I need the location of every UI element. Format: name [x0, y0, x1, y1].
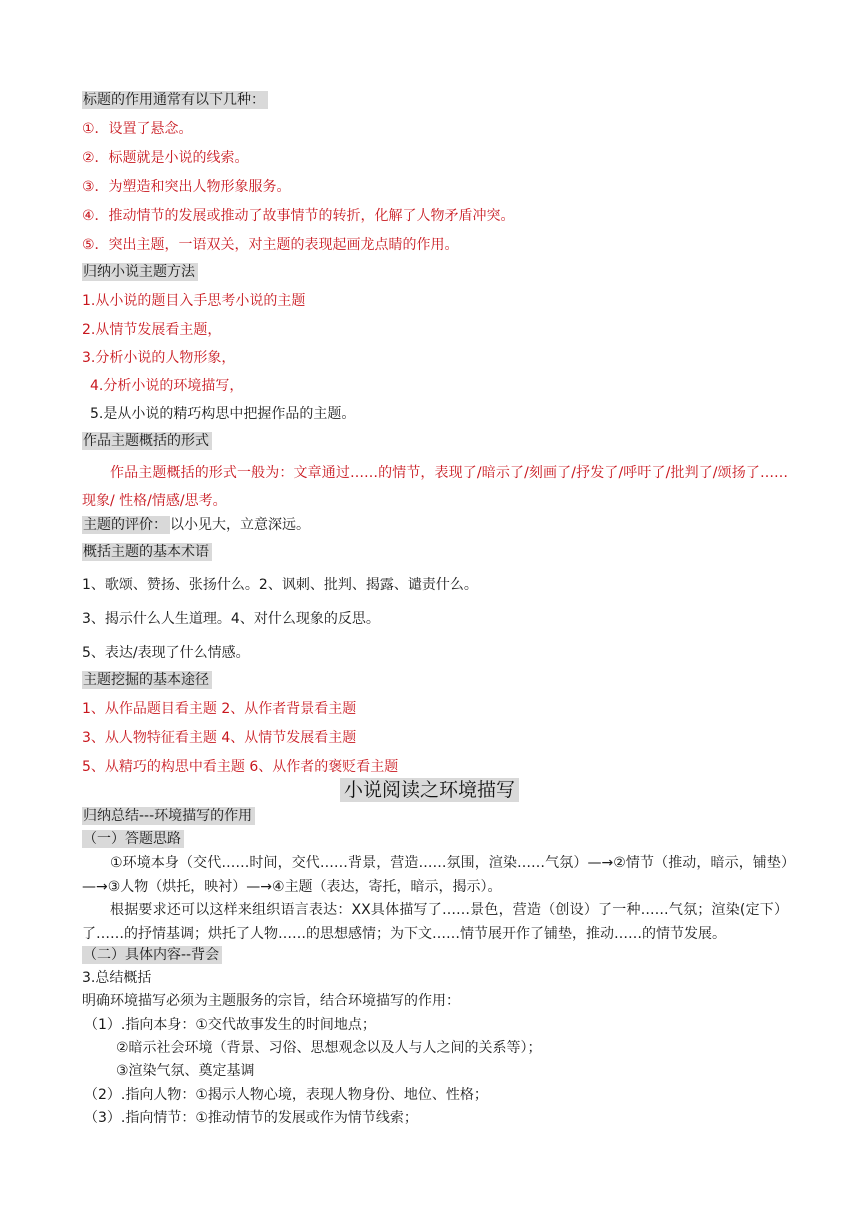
- theme-form-paragraph: 作品主题概括的形式一般为：文章通过……的情节，表现了/暗示了/刻画了/抒发了/呼吁了/批判了/颂扬了……现象/ 性格/情感/思考。: [82, 465, 788, 509]
- list-item: ①．设置了悬念。: [82, 121, 193, 137]
- list-item: 5、从精巧的构思中看主题 6、从作者的褒贬看主题: [82, 759, 399, 775]
- list-item: ②．标题就是小说的线索。: [82, 150, 249, 166]
- list-item: ②暗示社会环境（背景、习俗、思想观念以及人与人之间的关系等）；: [116, 1040, 542, 1056]
- subheading-summary: 3.总结概括: [82, 970, 152, 986]
- evaluation-value: 以小见大，立意深远。: [170, 517, 310, 533]
- list-item: ③渲染气氛、奠定基调: [116, 1063, 255, 1079]
- list-item: 3.分析小说的人物形象，: [82, 350, 236, 366]
- subheading-text: （一）答题思路: [82, 830, 184, 848]
- subheading-content: [82, 945, 222, 965]
- section-heading-paths: [82, 670, 212, 690]
- approach-paragraph: ①环境本身（交代……时间，交代……背景，营造……氛围，渲染……气氛）—→②情节（推动，暗示，铺垫）—→③人物（烘托，映衬）—→④主题（表达，寄托，暗示，揭示）。: [82, 855, 788, 895]
- heading-text: 归纳总结---环境描写的作用: [82, 807, 255, 825]
- list-item: 5、表达/表现了什么情感。: [82, 645, 250, 661]
- heading-text: 标题的作用通常有以下几种：: [82, 91, 268, 109]
- heading-text: 概括主题的基本术语: [82, 543, 212, 561]
- expression-paragraph: 根据要求还可以这样来组织语言表达：XX具体描写了……景色，营造（创设）了一种……气氛；渲染(定下）了……的抒情基调；烘托了人物……的思想感情；为下文……情节展开作了铺垫，推动……的情节发展。: [82, 902, 788, 942]
- list-item: （3）.指向情节：①推动情节的发展或作为情节线索；: [84, 1110, 418, 1126]
- section-heading-terms: [82, 542, 212, 562]
- heading-text: 归纳小说主题方法: [82, 263, 198, 281]
- list-item: 3、揭示什么人生道理。4、对什么现象的反思。: [82, 611, 380, 627]
- list-item: ⑤．突出主题，一语双关，对主题的表现起画龙点睛的作用。: [82, 237, 459, 253]
- section-heading-theme-methods: [82, 262, 198, 282]
- heading-text: 作品主题概括的形式: [82, 432, 212, 450]
- subheading-text: （二）具体内容--背会: [82, 946, 222, 964]
- section-heading-environment: [82, 806, 255, 826]
- list-item: 1.从小说的题目入手思考小说的主题: [82, 293, 306, 309]
- list-item: 1、歌颂、赞扬、张扬什么。2、讽刺、批判、揭露、谴责什么。: [82, 577, 478, 593]
- list-item: 2.从情节发展看主题，: [82, 322, 222, 338]
- theme-evaluation: [82, 515, 310, 535]
- list-item: （2）.指向人物：①揭示人物心境，表现人物身份、地位、性格；: [84, 1087, 488, 1103]
- list-item: 1、从作品题目看主题 2、从作者背景看主题: [82, 701, 357, 717]
- summary-intro: 明确环境描写必须为主题服务的宗旨，结合环境描写的作用：: [82, 993, 460, 1009]
- section-title: 小说阅读之环境描写: [340, 778, 519, 802]
- heading-text: 主题挖掘的基本途径: [82, 671, 212, 689]
- list-item: ③．为塑造和突出人物形象服务。: [82, 179, 291, 195]
- subheading-approach: [82, 829, 184, 849]
- section-heading-theme-form: [82, 431, 212, 451]
- list-item: 4.分析小说的环境描写，: [90, 378, 244, 394]
- evaluation-label: 主题的评价：: [82, 516, 170, 534]
- list-item: 5.是从小说的精巧构思中把握作品的主题。: [90, 406, 356, 422]
- list-item: ④．推动情节的发展或推动了故事情节的转折，化解了人物矛盾冲突。: [82, 208, 515, 224]
- section-heading-title-function: [82, 90, 268, 110]
- list-item: 3、从人物特征看主题 4、从情节发展看主题: [82, 730, 357, 746]
- list-item: （1）.指向本身：①交代故事发生的时间地点；: [84, 1017, 376, 1033]
